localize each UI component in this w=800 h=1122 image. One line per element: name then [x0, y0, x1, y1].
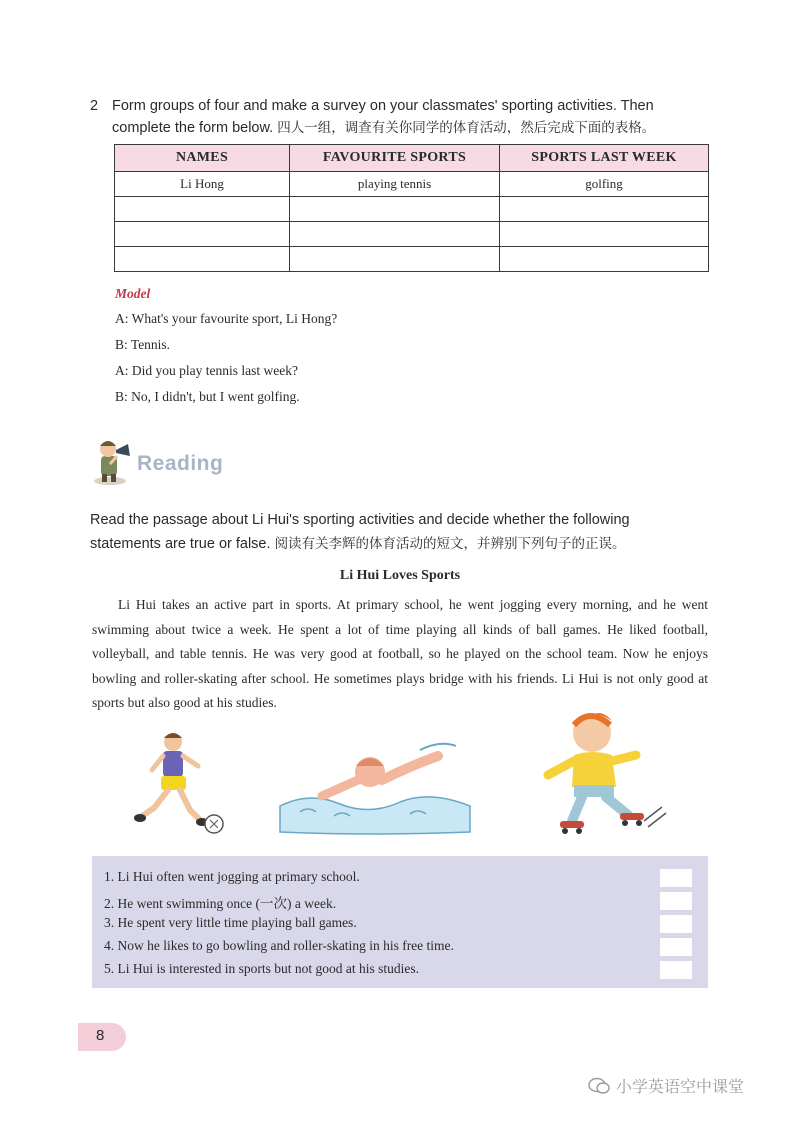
- answer-box-5[interactable]: [660, 961, 692, 979]
- dialogue-line: B: Tennis.: [115, 337, 171, 352]
- statement-item: 1. Li Hui often went jogging at primary school.: [104, 869, 360, 884]
- table-row: [115, 197, 709, 222]
- answer-box-1[interactable]: [660, 869, 692, 887]
- exercise-number: 2: [90, 98, 99, 114]
- section-title-reading: Reading: [137, 452, 224, 475]
- table-cell[interactable]: [115, 222, 290, 247]
- model-label: Model: [115, 286, 151, 301]
- page-number: 8: [96, 1027, 105, 1044]
- column-header-favourite-sports: FAVOURITE SPORTS: [290, 145, 500, 172]
- statement-item: 2. He went swimming once (一次) a week.: [104, 896, 337, 911]
- statement-item: 3. He spent very little time playing ball games.: [104, 915, 357, 930]
- table-cell[interactable]: [500, 247, 709, 272]
- table-cell[interactable]: [500, 197, 709, 222]
- table-cell[interactable]: [500, 222, 709, 247]
- passage-body: Li Hui takes an active part in sports. At primary school, he went jogging every morning, and he went swimming about twice a week. He spent a lot of time playing all kinds of ball games. He liked football, volleyball, and table tennis. He was very good at football, so he played on the school team. Now he enjoys bowling and roller-skating after school. He sometimes plays bridge with his friends. Li Hui is not only good at sports but also good at his studies.: [92, 597, 708, 710]
- table-cell[interactable]: golfing: [500, 172, 709, 197]
- reading-instruction-cn: 阅读有关李辉的体育活动的短文，并辨别下列句子的正误。: [274, 536, 626, 551]
- column-header-names: NAMES: [115, 145, 290, 172]
- table-cell[interactable]: playing tennis: [290, 172, 500, 197]
- roller-skater-illustration: [532, 703, 674, 841]
- exercise-instruction-line2: complete the form below.: [112, 120, 274, 136]
- exercise-instruction: [90, 95, 720, 139]
- exercise-instruction-cn: 四人一组，调查有关你同学的体育活动，然后完成下面的表格。: [277, 120, 656, 135]
- statement-item: 5. Li Hui is interested in sports but not good at his studies.: [104, 961, 419, 976]
- reading-instruction-line2: statements are true or false.: [90, 536, 271, 552]
- reading-mascot-icon: [86, 434, 136, 486]
- dialogue-line: A: What's your favourite sport, Li Hong?: [115, 311, 338, 326]
- answer-box-4[interactable]: [660, 938, 692, 956]
- exercise-instruction-line1: Form groups of four and make a survey on your classmates' sporting activities. Then: [112, 98, 654, 114]
- survey-table: [114, 144, 709, 272]
- dialogue-line: B: No, I didn't, but I went golfing.: [115, 389, 300, 404]
- column-header-sports-last-week: SPORTS LAST WEEK: [500, 145, 709, 172]
- table-cell[interactable]: [290, 247, 500, 272]
- table-row: [115, 222, 709, 247]
- table-cell[interactable]: [290, 197, 500, 222]
- table-row: [115, 247, 709, 272]
- statement-item: 4. Now he likes to go bowling and roller-skating in his free time.: [104, 938, 454, 953]
- watermark: [588, 1074, 744, 1097]
- soccer-player-illustration: [128, 726, 228, 838]
- table-cell[interactable]: Li Hong: [115, 172, 290, 197]
- table-cell[interactable]: [115, 247, 290, 272]
- passage-title: Li Hui Loves Sports: [339, 568, 461, 583]
- answer-box-3[interactable]: [660, 915, 692, 933]
- table-header-row: [115, 145, 709, 172]
- watermark-text: 小学英语空中课堂: [616, 1079, 745, 1096]
- reading-instruction: [90, 508, 720, 556]
- answer-box-2[interactable]: [660, 892, 692, 910]
- swimmer-illustration: [270, 736, 478, 836]
- table-row: [115, 172, 709, 197]
- table-cell[interactable]: [290, 222, 500, 247]
- reading-instruction-line1: Read the passage about Li Hui's sporting activities and decide whether the following: [90, 512, 630, 528]
- statements-box: [92, 856, 708, 988]
- dialogue-line: A: Did you play tennis last week?: [115, 363, 298, 378]
- table-cell[interactable]: [115, 197, 290, 222]
- chat-bubble-icon: [588, 1077, 610, 1095]
